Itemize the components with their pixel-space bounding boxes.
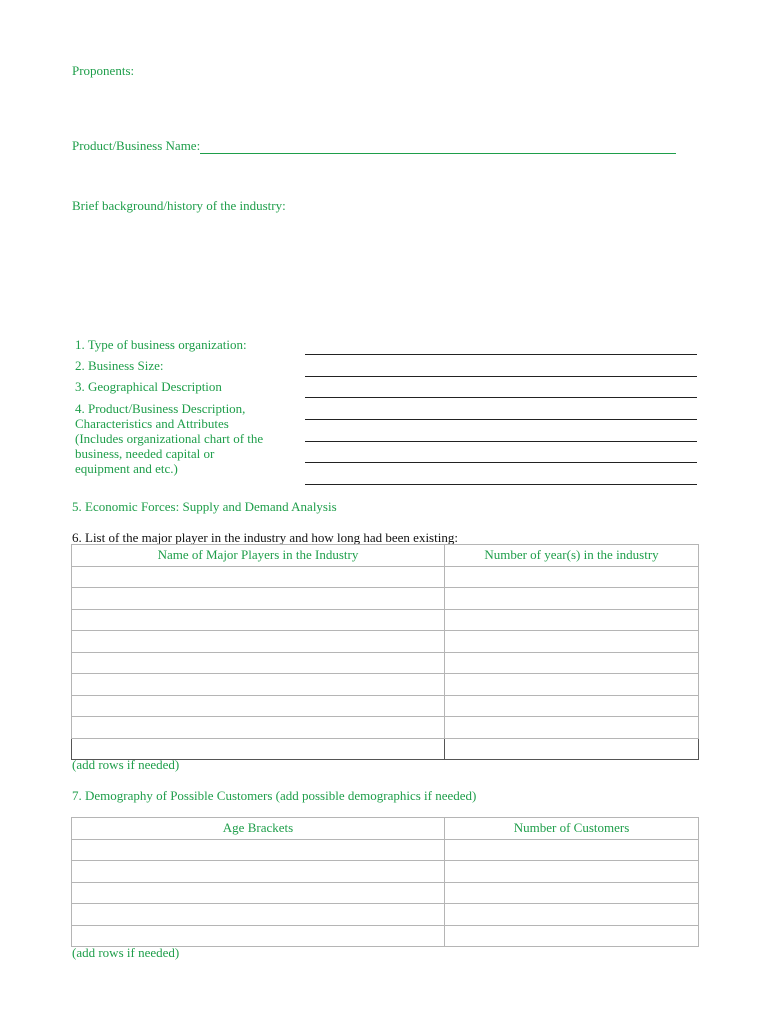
product-name-label: Product/Business Name: [72, 138, 201, 153]
table-row [72, 588, 699, 610]
table-row [72, 631, 699, 653]
item-product-description [75, 401, 263, 476]
major-players-heading: 6. List of the major player in the industry and how long had been existing: [72, 530, 458, 545]
table-cell[interactable] [445, 861, 699, 883]
table-cell[interactable] [72, 882, 445, 904]
demography-note: (add rows if needed) [72, 945, 180, 960]
table-cell[interactable] [72, 609, 445, 631]
table-row [72, 652, 699, 674]
item-geographical-description: 3. Geographical Description [75, 379, 222, 394]
answer-line-description-2[interactable] [305, 441, 697, 442]
table-cell[interactable] [445, 609, 699, 631]
item-product-description-line-4: business, needed capital or [75, 446, 215, 461]
table-cell[interactable] [445, 904, 699, 926]
table-cell[interactable] [445, 738, 699, 760]
proponents-label: Proponents: [72, 63, 135, 78]
column-header-age-brackets: Age Brackets [72, 818, 445, 840]
table-cell[interactable] [445, 925, 699, 947]
table-cell[interactable] [445, 695, 699, 717]
demography-table [71, 817, 699, 947]
table-cell[interactable] [445, 566, 699, 588]
table-cell[interactable] [445, 882, 699, 904]
table-cell[interactable] [72, 717, 445, 739]
demography-heading: 7. Demography of Possible Customers (add possible demographics if needed) [72, 788, 477, 803]
table-cell[interactable] [72, 861, 445, 883]
answer-line-geography[interactable] [305, 397, 697, 398]
table-cell[interactable] [72, 839, 445, 861]
table-cell[interactable] [445, 717, 699, 739]
table-row [72, 609, 699, 631]
answer-line-description-4[interactable] [305, 484, 697, 485]
answer-line-description-1[interactable] [305, 419, 697, 420]
table-cell[interactable] [72, 925, 445, 947]
table-cell[interactable] [445, 631, 699, 653]
table-cell[interactable] [72, 566, 445, 588]
background-label: Brief background/history of the industry: [72, 198, 286, 213]
item-type-of-organization: 1. Type of business organization: [75, 337, 247, 352]
table-row [72, 882, 699, 904]
table-header-row [72, 818, 699, 840]
table-cell[interactable] [445, 839, 699, 861]
item-business-size: 2. Business Size: [75, 358, 164, 373]
table-cell[interactable] [72, 652, 445, 674]
table-cell[interactable] [72, 904, 445, 926]
table-row [72, 861, 699, 883]
table-cell[interactable] [445, 674, 699, 696]
column-header-major-players: Name of Major Players in the Industry [72, 545, 445, 567]
item-product-description-line-1: 4. Product/Business Description, [75, 401, 246, 416]
table-cell[interactable] [72, 674, 445, 696]
item-product-description-line-5: equipment and etc.) [75, 461, 178, 476]
product-name-blank[interactable] [200, 153, 676, 154]
answer-line-size[interactable] [305, 376, 697, 377]
item-product-description-line-2: Characteristics and Attributes [75, 416, 229, 431]
table-cell[interactable] [72, 695, 445, 717]
major-players-table [71, 544, 699, 760]
table-cell[interactable] [72, 631, 445, 653]
table-row [72, 674, 699, 696]
table-row [72, 904, 699, 926]
table-row [72, 717, 699, 739]
table-row [72, 566, 699, 588]
table-cell[interactable] [445, 588, 699, 610]
answer-line-type[interactable] [305, 354, 697, 355]
item-product-description-line-3: (Includes organizational chart of the [75, 431, 264, 446]
table-cell[interactable] [445, 652, 699, 674]
product-name-row [72, 138, 676, 154]
answer-line-description-3[interactable] [305, 462, 697, 463]
column-header-number-of-customers: Number of Customers [445, 818, 699, 840]
table-row [72, 695, 699, 717]
economic-forces-heading: 5. Economic Forces: Supply and Demand Analysis [72, 499, 337, 514]
major-players-note: (add rows if needed) [72, 757, 180, 772]
table-row [72, 839, 699, 861]
table-header-row [72, 545, 699, 567]
table-row [72, 925, 699, 947]
column-header-years: Number of year(s) in the industry [445, 545, 699, 567]
table-cell[interactable] [72, 588, 445, 610]
